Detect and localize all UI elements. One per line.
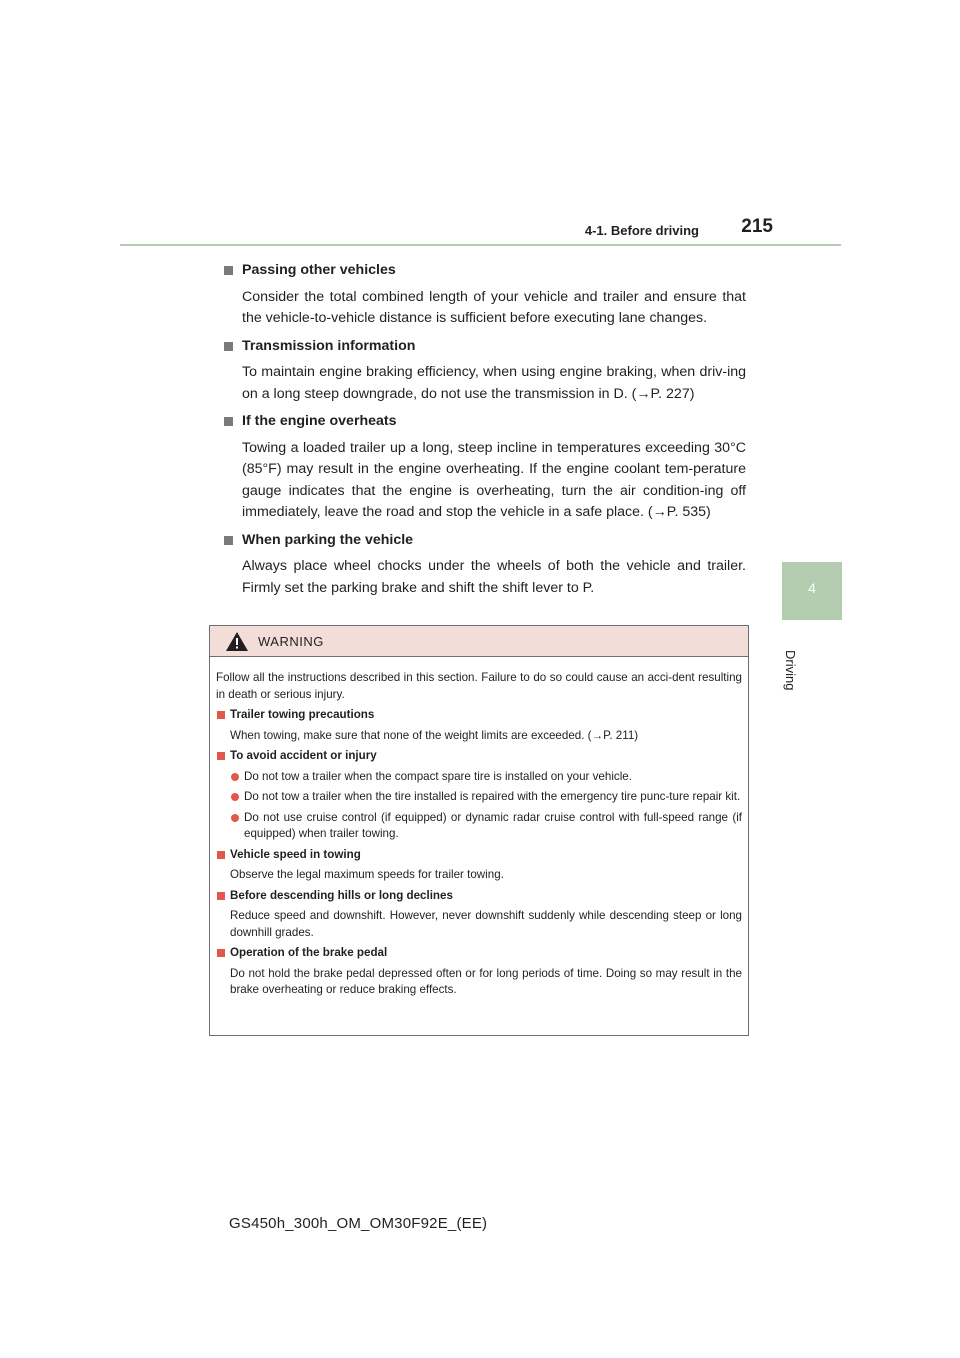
warning-header	[210, 626, 748, 657]
square-bullet-icon	[217, 949, 225, 957]
chapter-label-text: Driving	[783, 650, 798, 691]
chapter-label	[776, 650, 806, 730]
warning-intro: Follow all the instructions described in this section. Failure to do so could cause an acci-dent resulting in death or serious injury.	[216, 671, 742, 701]
square-bullet-icon	[217, 711, 225, 719]
warning-box	[209, 625, 749, 1036]
warning-bullet: Do not use cruise control (if equipped) or dynamic radar cruise control with full-speed range (if equipped) when trailer towing.	[216, 810, 742, 843]
warning-section-heading: To avoid accident or injury	[216, 748, 742, 765]
circle-bullet-icon	[231, 814, 239, 822]
warning-section	[216, 707, 742, 744]
document-code: GS450h_300h_OM_OM30F92E_(EE)	[229, 1215, 488, 1232]
topic-body: Towing a loaded trailer up a long, steep incline in temperatures exceeding 30°C (85°F) may result in the engine overheating. If the engine coolant tem-perature gauge indicates that the engine is overheating, turn the air condition-ing off immediately, leave the road and stop the vehicle in a safe place. (→P. 535)	[242, 439, 746, 520]
warning-bullet: Do not tow a trailer when the tire installed is repaired with the emergency tire punc-ture repair kit.	[216, 789, 742, 806]
topic-heading: Transmission information	[222, 336, 746, 358]
warning-section-heading: Operation of the brake pedal	[216, 945, 742, 962]
warning-section-body: When towing, make sure that none of the weight limits are exceeded. (→P. 211)	[230, 728, 639, 742]
warning-section-heading: Vehicle speed in towing	[216, 847, 742, 864]
warning-title: WARNING	[258, 634, 324, 649]
square-bullet-icon	[224, 536, 233, 545]
square-bullet-icon	[217, 851, 225, 859]
warning-section	[216, 847, 742, 884]
chapter-number: 4	[808, 580, 816, 596]
square-bullet-icon	[224, 342, 233, 351]
topic-overheat	[222, 411, 746, 524]
topic-heading: If the engine overheats	[222, 411, 746, 433]
warning-section-body: Observe the legal maximum speeds for trailer towing.	[230, 868, 504, 881]
circle-bullet-icon	[231, 773, 239, 781]
warning-section-body: Do not hold the brake pedal depressed often or for long periods of time. Doing so may result in the brake overheating or reduce braking effects.	[230, 966, 742, 996]
topic-body: Consider the total combined length of your vehicle and trailer and ensure that the vehicle-to-vehicle distance is sufficient before executing lane changes.	[242, 288, 746, 326]
warning-section	[216, 888, 742, 942]
topic-heading: When parking the vehicle	[222, 530, 746, 552]
section-title: 4-1. Before driving	[584, 223, 699, 238]
page-header	[120, 216, 841, 244]
main-content	[222, 254, 746, 599]
square-bullet-icon	[217, 892, 225, 900]
warning-triangle-icon	[226, 632, 248, 651]
chapter-tab	[782, 562, 842, 620]
topic-transmission	[222, 336, 746, 406]
topic-heading: Passing other vehicles	[222, 260, 746, 282]
square-bullet-icon	[217, 752, 225, 760]
topic-parking	[222, 530, 746, 600]
warning-section	[216, 748, 742, 843]
warning-section-heading: Before descending hills or long declines	[216, 888, 742, 905]
circle-bullet-icon	[231, 793, 239, 801]
header-rule	[120, 244, 841, 246]
warning-bullet: Do not tow a trailer when the compact spare tire is installed on your vehicle.	[216, 769, 742, 786]
square-bullet-icon	[224, 266, 233, 275]
warning-section-body: Reduce speed and downshift. However, never downshift suddenly while descending steep or long downhill grades.	[230, 909, 742, 939]
warning-section-heading: Trailer towing precautions	[216, 707, 742, 724]
warning-section	[216, 945, 742, 999]
topic-body: To maintain engine braking efficiency, when using engine braking, when driv-ing on a long steep downgrade, do not use the transmission in D. (→P. 227)	[242, 364, 746, 402]
topic-passing	[222, 260, 746, 330]
warning-body	[216, 670, 742, 999]
square-bullet-icon	[224, 417, 233, 426]
page-number: 215	[741, 216, 773, 237]
topic-body: Always place wheel chocks under the wheels of both the vehicle and trailer. Firmly set the parking brake and shift the shift lever to P.	[242, 558, 746, 596]
